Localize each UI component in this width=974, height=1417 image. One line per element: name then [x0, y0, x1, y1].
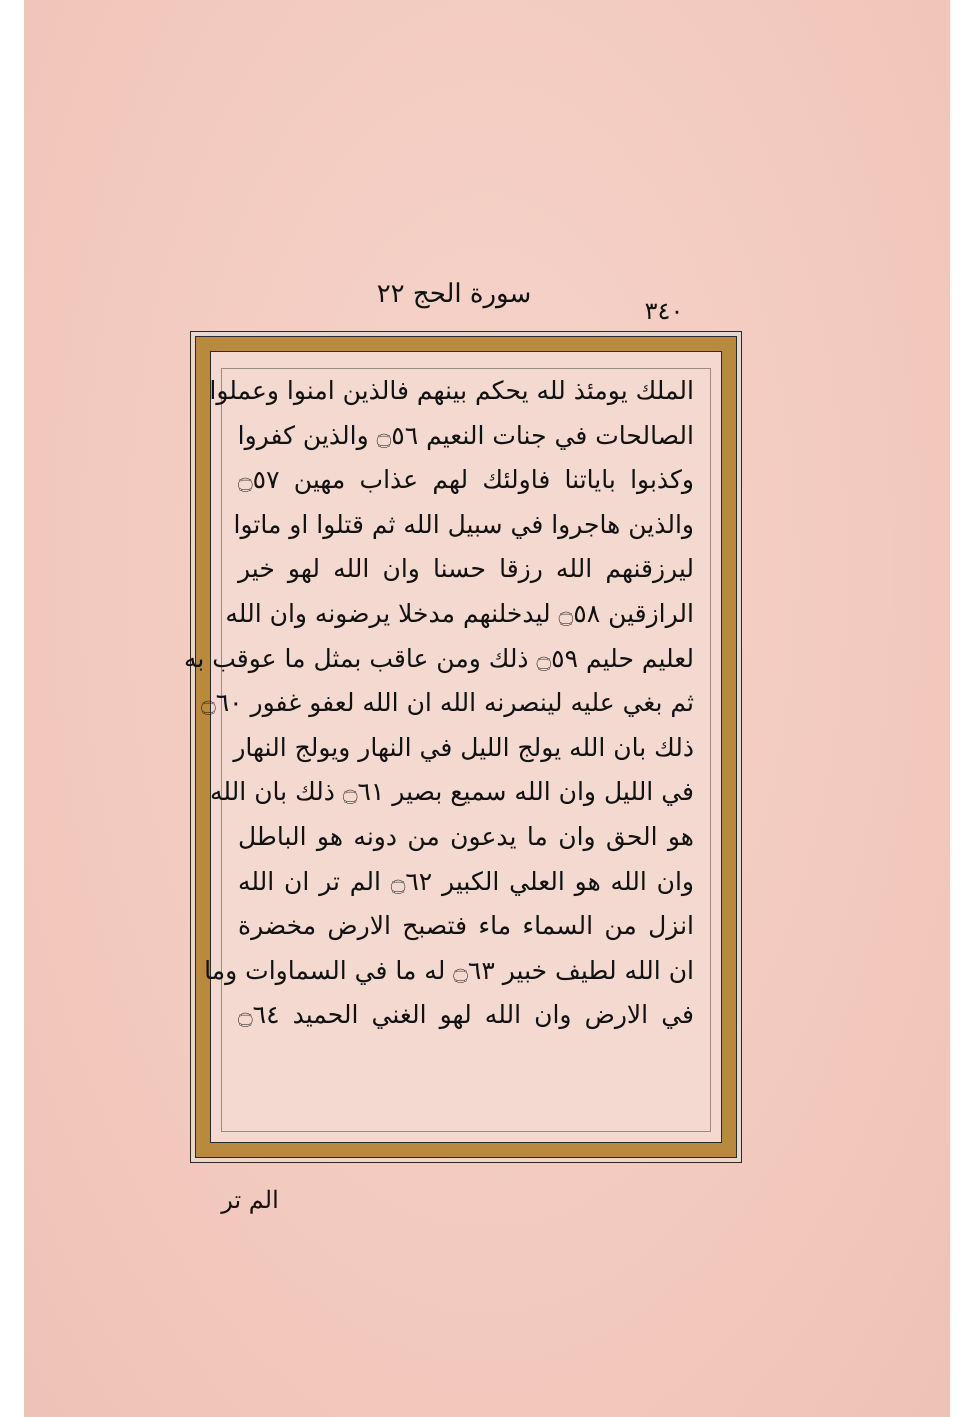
- surah-title: سورة الحج ٢٢: [376, 279, 532, 309]
- text-line: ثم بغي عليه لينصرنه الله ان الله لعفو غفور ۝٦٠: [201, 688, 694, 718]
- text-line: هو الحق وان ما يدعون من دونه هو الباطل: [238, 821, 694, 851]
- gold-border-band: [183, 336, 737, 1158]
- text-line: وان الله هو العلي الكبير ۝٦٢ الم تر ان الله: [238, 866, 694, 896]
- manuscript-page: [24, 0, 950, 1417]
- text-line: الملك يومئذ لله يحكم بينهم فالذين امنوا وعملوا: [209, 376, 694, 405]
- text-line: في الارض وان الله لهو الغني الحميد ۝٦٤: [238, 1000, 694, 1030]
- text-line: لعليم حليم ۝٥٩ ذلك ومن عاقب بمثل ما عوقب به: [183, 643, 694, 673]
- text-frame: [183, 331, 742, 1163]
- text-line: في الليل وان الله سميع بصير ۝٦١ ذلك بان الله: [210, 777, 694, 807]
- text-line: وكذبوا باياتنا فاولئك لهم عذاب مهين ۝٥٧: [238, 465, 694, 495]
- page-number: ٣٤٠: [644, 297, 684, 325]
- text-line: والذين هاجروا في سبيل الله ثم قتلوا او ماتوا: [233, 509, 694, 539]
- text-line: ذلك بان الله يولج الليل في النهار ويولج النهار: [233, 732, 694, 762]
- text-panel: [183, 351, 722, 1143]
- catchword: الم تر: [221, 1186, 279, 1214]
- text-line: ان الله لطيف خبير ۝٦٣ له ما في السماوات وما: [204, 955, 694, 985]
- text-line: الصالحات في جنات النعيم ۝٥٦ والذين كفروا: [237, 420, 694, 450]
- text-line: ليرزقنهم الله رزقا حسنا وان الله لهو خير: [238, 554, 694, 584]
- text-line: انزل من السماء ماء فتصبح الارض مخضرة: [238, 911, 694, 941]
- text-line: الرازقين ۝٥٨ ليدخلنهم مدخلا يرضونه وان الله: [225, 598, 694, 628]
- text-block: [183, 368, 711, 1132]
